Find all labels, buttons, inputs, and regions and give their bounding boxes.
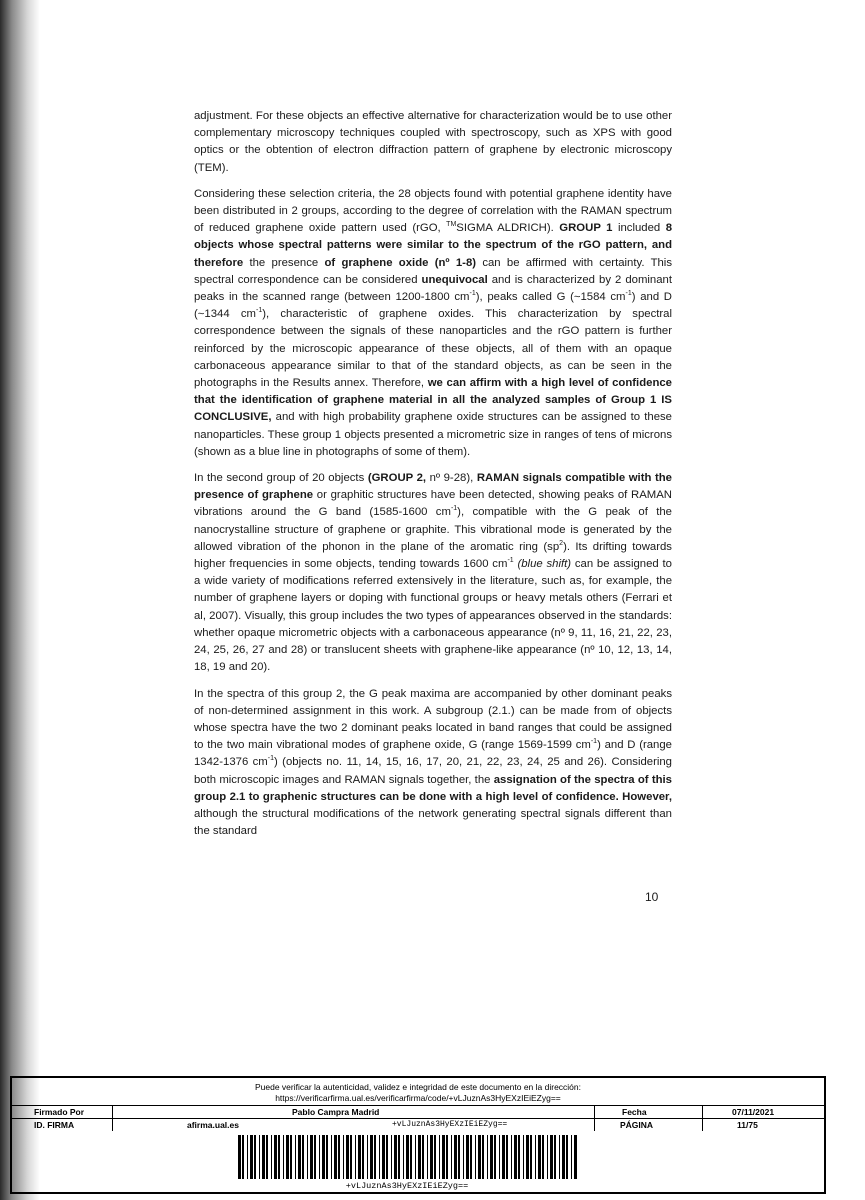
verify-url[interactable]: https://verificarfirma.ual.es/verificarfirma/code/+vLJuznAs3HyEXzIEiEZyg== bbox=[275, 1093, 561, 1103]
barcode-bar bbox=[547, 1135, 548, 1179]
barcode-bar bbox=[355, 1135, 356, 1179]
text-run: ), peaks called G (~1584 cm bbox=[475, 291, 626, 304]
id-code: +vLJuznAs3HyEXzIEiEZyg== bbox=[392, 1120, 508, 1129]
text-run: RAMAN signals compatible with the presence of graphene bbox=[194, 472, 672, 502]
text-run: GROUP 1 bbox=[559, 222, 613, 235]
text-run: 2 bbox=[559, 540, 564, 548]
barcode-bar bbox=[470, 1135, 472, 1179]
text-run: -1 bbox=[450, 505, 458, 513]
barcode-bar bbox=[550, 1135, 553, 1179]
text-run: SIGMA ALDRICH). bbox=[456, 222, 560, 235]
barcode-bar bbox=[346, 1135, 349, 1179]
barcode-bar bbox=[514, 1135, 517, 1179]
signed-by-row bbox=[12, 1105, 824, 1118]
barcode-bar bbox=[530, 1135, 532, 1179]
signer-name: Pablo Campra Madrid bbox=[292, 1107, 380, 1117]
barcode-bar bbox=[367, 1135, 368, 1179]
barcode-bar bbox=[466, 1135, 469, 1179]
barcode-bar bbox=[334, 1135, 337, 1179]
text-run: of graphene oxide (nº 1-8) bbox=[324, 256, 477, 269]
barcode-bar bbox=[499, 1135, 500, 1179]
id-row bbox=[12, 1118, 824, 1131]
text-run: and is characterized by 2 dominant peaks in the scanned range (between 1200-1800 cm bbox=[194, 273, 672, 304]
barcode-bar bbox=[295, 1135, 296, 1179]
text-run: ). Its drifting towards higher frequencies in some objects, tending towards 1600 cm bbox=[194, 540, 672, 571]
paragraph bbox=[194, 186, 672, 461]
text-run: unequivocal bbox=[421, 273, 488, 286]
barcode-bar bbox=[511, 1135, 512, 1179]
barcode-bar bbox=[406, 1135, 409, 1179]
barcode-bar bbox=[379, 1135, 380, 1179]
barcode-bar bbox=[478, 1135, 481, 1179]
barcode-bar bbox=[331, 1135, 332, 1179]
text-run: the presence bbox=[243, 256, 325, 269]
barcode-bar bbox=[338, 1135, 340, 1179]
text-run: ) and D (~1344 cm bbox=[194, 291, 672, 321]
text-run: -1 bbox=[267, 755, 274, 763]
text-run: (blue shift) bbox=[517, 558, 572, 571]
id-label: ID. FIRMA bbox=[34, 1120, 75, 1130]
barcode-bar bbox=[326, 1135, 328, 1179]
barcode-bar bbox=[415, 1135, 416, 1179]
paragraph bbox=[194, 686, 672, 841]
barcode-text: +vLJuznAs3HyEXzIEiEZyg== bbox=[345, 1181, 469, 1191]
barcode bbox=[232, 1133, 582, 1191]
barcode-bar bbox=[391, 1135, 392, 1179]
barcode-bar bbox=[394, 1135, 397, 1179]
barcode-bar bbox=[271, 1135, 272, 1179]
barcode-bar bbox=[430, 1135, 433, 1179]
barcode-bar bbox=[418, 1135, 421, 1179]
barcode-bar bbox=[523, 1135, 524, 1179]
barcode-bar bbox=[490, 1135, 493, 1179]
text-run: although the structural modifications of the network generating spectral signals different than the standard bbox=[194, 807, 672, 838]
barcode-bar bbox=[566, 1135, 568, 1179]
text-run: -1 bbox=[507, 557, 514, 565]
text-run: can be assigned to a wide variety of modifications referred extensively in the literature, such as, for example, the number of graphene layers or doping with functional groups or heavy metals others (Ferrari et al, 2007). Visually, this group includes the two types of appearances observed in the standards: whether opaque micrometric objects with a carbonaceous appearance (nº 9, 11, 16, 21, 22, 23, 24, 25, 26, 27 and 28) or translucent sheets with graphene-like appearance (nº 10, 12, 13, 14, 18, 19 and 20). bbox=[194, 558, 672, 674]
barcode-bars bbox=[232, 1133, 582, 1181]
page-label: PÁGINA bbox=[620, 1120, 654, 1130]
text-run: adjustment. For these objects an effective alternative for characterization would be to use other complementary microscopy techniques coupled with spectroscopy, such as XPS with good optics or the obtention of electron diffraction pattern of graphene by electronic microscopy (TEM). bbox=[194, 110, 672, 174]
barcode-bar bbox=[247, 1135, 248, 1179]
text-run: nº 9-28), bbox=[426, 472, 477, 485]
signed-by-label: Firmado Por bbox=[34, 1107, 85, 1117]
barcode-bar bbox=[262, 1135, 265, 1179]
barcode-bar bbox=[307, 1135, 308, 1179]
id-source: afirma.ual.es bbox=[187, 1120, 239, 1130]
barcode-bar bbox=[298, 1135, 301, 1179]
barcode-bar bbox=[350, 1135, 352, 1179]
barcode-bar bbox=[439, 1135, 440, 1179]
document-page bbox=[40, 0, 865, 1200]
barcode-bar bbox=[458, 1135, 460, 1179]
body-text bbox=[194, 108, 672, 849]
barcode-bar bbox=[259, 1135, 260, 1179]
barcode-bar bbox=[427, 1135, 428, 1179]
text-run: and with high probability graphene oxide structures can be assigned to these nanoparticles. These group 1 objects presented a micrometric size in ranges of tens of microns (shown as a blue line in photographs of some of them). bbox=[194, 411, 672, 458]
barcode-bar bbox=[442, 1135, 445, 1179]
barcode-bar bbox=[487, 1135, 488, 1179]
text-run: -1 bbox=[469, 290, 476, 298]
barcode-bar bbox=[370, 1135, 373, 1179]
barcode-bar bbox=[266, 1135, 268, 1179]
barcode-bar bbox=[526, 1135, 529, 1179]
text-run: 8 objects whose spectral patterns were similar to the spectrum of the rGO pattern, and therefore bbox=[194, 222, 673, 269]
text-run: TM bbox=[446, 221, 457, 229]
barcode-bar bbox=[302, 1135, 304, 1179]
barcode-bar bbox=[319, 1135, 320, 1179]
barcode-bar bbox=[502, 1135, 505, 1179]
barcode-bar bbox=[286, 1135, 289, 1179]
text-run: included bbox=[612, 222, 666, 235]
barcode-bar bbox=[482, 1135, 484, 1179]
text-run: (GROUP 2, bbox=[367, 472, 427, 485]
text-run: -1 bbox=[590, 738, 598, 746]
barcode-bar bbox=[571, 1135, 572, 1179]
text-run: Considering these selection criteria, the 28 objects found with potential graphene identity have been distributed in 2 groups, according to the degree of correlation with the RAMAN spectrum of reduced graphene oxide pattern used (rGO, bbox=[194, 187, 672, 235]
barcode-bar bbox=[290, 1135, 292, 1179]
barcode-bar bbox=[422, 1135, 424, 1179]
barcode-bar bbox=[274, 1135, 277, 1179]
text-run: we can affirm with a high level of confidence that the identification of graphene material in all the analyzed samples of Group 1 IS CONCLUSIVE, bbox=[194, 377, 672, 424]
barcode-bar bbox=[554, 1135, 556, 1179]
barcode-bar bbox=[451, 1135, 452, 1179]
barcode-bar bbox=[538, 1135, 541, 1179]
page-value: 11/75 bbox=[737, 1120, 758, 1130]
barcode-bar bbox=[386, 1135, 388, 1179]
barcode-bar bbox=[494, 1135, 496, 1179]
page-number: 10 bbox=[645, 890, 659, 904]
barcode-bar bbox=[434, 1135, 436, 1179]
barcode-bar bbox=[242, 1135, 244, 1179]
paragraph bbox=[194, 470, 672, 676]
barcode-bar bbox=[535, 1135, 536, 1179]
barcode-bar bbox=[278, 1135, 280, 1179]
text-run: In the spectra of this group 2, the G peak maxima are accompanied by other dominant peaks of non-determined assignment in this work. A subgroup (2.1.) can be made from of objects whose spectra have the two 2 dominant peaks located in band ranges that could be assigned to the two main vibrational modes of graphene oxide, G (range 1569-1599 cm bbox=[194, 687, 672, 752]
paragraph bbox=[194, 108, 672, 177]
barcode-bar bbox=[238, 1135, 241, 1179]
text-run: -1 bbox=[625, 290, 632, 298]
barcode-bar bbox=[410, 1135, 412, 1179]
barcode-bar bbox=[506, 1135, 508, 1179]
barcode-bar bbox=[518, 1135, 520, 1179]
text-run: In the second group of 20 objects bbox=[194, 472, 368, 485]
barcode-bar bbox=[542, 1135, 544, 1179]
text-run: ) (objects no. 11, 14, 15, 16, 17, 20, 21, 22, 23, 24, 25 and 26). Considering both microscopic images and RAMAN signals together, the bbox=[194, 756, 672, 786]
barcode-bar bbox=[358, 1135, 361, 1179]
barcode-bar bbox=[454, 1135, 457, 1179]
barcode-bar bbox=[463, 1135, 464, 1179]
barcode-bar bbox=[562, 1135, 565, 1179]
text-run: -1 bbox=[255, 307, 263, 315]
barcode-bar bbox=[310, 1135, 313, 1179]
barcode-bar bbox=[283, 1135, 284, 1179]
barcode-bar bbox=[475, 1135, 476, 1179]
barcode-bar bbox=[403, 1135, 404, 1179]
verify-line: Puede verificar la autenticidad, validez e integridad de este documento en la dirección: bbox=[254, 1082, 582, 1092]
barcode-bar bbox=[398, 1135, 400, 1179]
text-run: ), characteristic of graphene oxides. This characterization by spectral correspondence between the signals of these nanoparticles and the rGO pattern is further reinforced by the microscopic appearance of these objects, all of them with an opaque carbonaceous appearance similar to that of the standard objects, as can be seen in the photographs in the Results annex. Therefore, bbox=[194, 308, 672, 390]
barcode-bar bbox=[362, 1135, 364, 1179]
barcode-bar bbox=[446, 1135, 448, 1179]
barcode-bar bbox=[254, 1135, 256, 1179]
text-run: ), compatible with the G peak of the nanocrystalline structure of graphene or graphite. This vibrational mode is generated by the allowed vibration of the phonon in the plane of the aromatic ring (sp bbox=[194, 506, 672, 553]
text-run: ) and D (range 1342-1376 cm bbox=[194, 739, 672, 769]
page-shadow bbox=[0, 0, 40, 1200]
barcode-bar bbox=[322, 1135, 325, 1179]
text-run: assignation of the spectra of this group 2.1 to graphenic structures can be done with a high level of confidence. However, bbox=[194, 773, 672, 803]
barcode-bar bbox=[250, 1135, 253, 1179]
barcode-bar bbox=[382, 1135, 385, 1179]
text-run: can be affirmed with certainty. This spectral correspondence can be considered bbox=[194, 256, 672, 286]
text-run: or graphitic structures have been detected, showing peaks of RAMAN vibrations around the G band (1585-1600 cm bbox=[194, 489, 672, 519]
barcode-bar bbox=[374, 1135, 376, 1179]
date-value: 07/11/2021 bbox=[732, 1107, 775, 1117]
barcode-bar bbox=[314, 1135, 316, 1179]
date-label: Fecha bbox=[622, 1107, 647, 1117]
barcode-bar bbox=[559, 1135, 560, 1179]
barcode-bar bbox=[343, 1135, 344, 1179]
barcode-bar bbox=[574, 1135, 577, 1179]
signature-block bbox=[10, 1076, 826, 1194]
